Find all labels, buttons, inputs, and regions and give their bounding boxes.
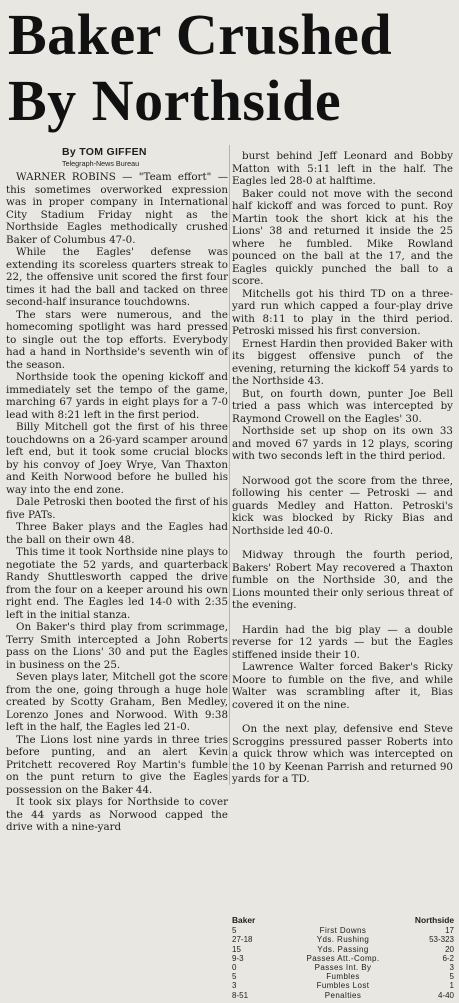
stats-baker-value: 27-18 (232, 935, 253, 945)
column-divider (229, 145, 230, 785)
article-paragraph: Dale Petroski then booted the first of his five PATs. (6, 496, 228, 521)
article-paragraph: Norwood got the score from the three, following his center — Petroski — and guards Medley and Hatton. Petroski's kick was blocked by Ricky Bias and Northside led 40-0. (232, 474, 453, 537)
bureau-credit: Telegraph-News Bureau (62, 159, 140, 168)
article-paragraph: The Lions lost nine yards in three tries before punting, and an alert Kevin Pritchett recovered Roy Martin's fumble on the punt return to give the Eagles possession on the Baker 44. (6, 733, 228, 796)
byline: By TOM GIFFEN (62, 146, 147, 158)
stats-northside-value: 17 (445, 926, 454, 936)
game-stats-table (232, 916, 454, 1000)
stats-northside-value: 1 (449, 981, 454, 991)
article-paragraph: Three Baker plays and the Eagles had the ball on their own 48. (6, 521, 228, 546)
stats-category: Fumbles Lost (316, 981, 370, 991)
stats-row (232, 945, 454, 954)
stats-northside-value: 53-323 (429, 935, 454, 945)
headline (8, 2, 453, 134)
stats-row (232, 926, 454, 935)
stats-row (232, 935, 454, 944)
headline-line-2: By Northside (8, 68, 342, 133)
stats-baker-value: 15 (232, 944, 241, 954)
stats-baker-value: 3 (232, 981, 237, 991)
stats-team-right: Northside (414, 915, 454, 925)
article-paragraph: The stars were numerous, and the homecoming spotlight was hard pressed to single out the top efforts. Everybody had a hand in Northside's seventh win of the season. (6, 308, 228, 371)
article-paragraph: Billy Mitchell got the first of his three touchdowns on a 26-yard scamper around left end, but it took some crucial blocks by his convoy of Joey Wrye, Van Thaxton and Keith Norwood before he bulled his way into the end zone. (6, 421, 228, 496)
article-paragraph: But, on fourth down, punter Joe Bell tried a pass which was intercepted by Raymond Crowell on the Eagles' 30. (232, 387, 453, 425)
stats-baker-value: 5 (232, 926, 237, 936)
stats-baker-value: 9-3 (232, 953, 244, 963)
stats-row (232, 972, 454, 981)
stats-northside-value: 3 (449, 963, 454, 973)
stats-baker-value: 8-51 (232, 990, 249, 1000)
stats-northside-value: 20 (445, 944, 454, 954)
stats-northside-value: 6-2 (442, 953, 454, 963)
headline-line-1: Baker Crushed (8, 2, 393, 67)
article-paragraph: On Baker's third play from scrimmage, Terry Smith intercepted a John Roberts pass on the Lions' 30 and put the Eagles in business on the 25. (6, 621, 228, 671)
article-paragraph: burst behind Jeff Leonard and Bobby Matton with 5:11 left in the half. The Eagles led 28-0 at halftime. (232, 150, 453, 187)
article-paragraph: Northside took the opening kickoff and immediately set the tempo of the game, marching 67 yards in eight plays for a 7-0 lead with 8:21 left in the first period. (6, 371, 228, 421)
article-paragraph: WARNER ROBINS — "Team effort" — this sometimes overworked expression was in proper company in International City Stadium Friday night as the Northside Eagles methodically crushed Baker of Columbus 47-0. (6, 171, 228, 246)
stats-row (232, 981, 454, 990)
stats-row (232, 991, 454, 1000)
stats-category: Yds. Rushing (316, 935, 370, 945)
stats-category: Passes Int. By (314, 963, 372, 973)
stats-row (232, 963, 454, 972)
stats-category: Penalties (324, 990, 362, 1000)
stats-category: Fumbles (326, 972, 360, 982)
article-paragraph: Midway through the fourth period, Bakers' Robert May recovered a Thaxton fumble on the Northside 30, and the Lions mounted their only serious threat of the evening. (232, 549, 453, 611)
article-paragraph: Lawrence Walter forced Baker's Ricky Moore to fumble on the five, and while Walter was scrambling after it, Bias covered it on the nine. (232, 661, 453, 711)
article-paragraph: It took six plays for Northside to cover the 44 yards as Norwood capped the drive with a nine-yard (6, 796, 228, 833)
stats-team-left: Baker (232, 915, 256, 925)
stats-category: First Downs (319, 926, 367, 936)
stats-northside-value: 4-40 (437, 990, 454, 1000)
stats-baker-value: 5 (232, 972, 237, 982)
article-paragraph: Mitchells got his third TD on a three-yard run which capped a four-play drive with 8:11 to play in the third period. Petroski missed his first conversion. (232, 287, 453, 337)
article-paragraph: On the next play, defensive end Steve Scroggins pressured passer Roberts into a quick throw which was intercepted on the 10 by Keenan Parrish and returned 90 yards for a TD. (232, 723, 453, 785)
article-paragraph: Ernest Hardin then provided Baker with its biggest offensive punch of the evening, returning the kickoff 54 yards to the Northside 43. (232, 337, 453, 387)
article-paragraph: This time it took Northside nine plays to negotiate the 52 yards, and quarterback Randy Shuttlesworth capped the drive from the four on a keeper around his own right end. The Eagles led 14-0 with 2:35 left in the initial stanza. (6, 546, 228, 621)
article-paragraph: While the Eagles' defense was extending its scoreless quarters streak to 22, the offensive unit scored the first four times it had the ball and tacked on three second-half insurance touchdowns. (6, 246, 228, 308)
stats-category: Yds. Passing (317, 944, 369, 954)
article-column-right (232, 150, 453, 786)
article-column-left (6, 171, 228, 834)
stats-baker-value: 0 (232, 963, 237, 973)
stats-row (232, 954, 454, 963)
stats-northside-value: 5 (449, 972, 454, 982)
article-paragraph: Northside set up shop on its own 33 and moved 67 yards in 12 plays, scoring with two seconds left in the third period. (232, 425, 453, 462)
article-paragraph: Baker could not move with the second half kickoff and was forced to punt. Roy Martin took the short kick at his the Lions' 38 and returned it inside the 25 where he fumbled. Mike Rowland pounced on the ball at the 17, and the Eagles quickly punched the ball to a score. (232, 187, 453, 287)
article-paragraph: Seven plays later, Mitchell got the score from the one, going through a huge hole created by Scotty Graham, Ben Medley, Lorenzo Jones and Norwood. With 9:38 left in the half, the Eagles led 21-0. (6, 671, 228, 733)
stats-header (232, 916, 454, 925)
stats-category: Passes Att.-Comp. (306, 953, 380, 963)
article-paragraph: Hardin had the big play — a double reverse for 12 yards — but the Eagles stiffened inside their 10. (232, 623, 453, 661)
